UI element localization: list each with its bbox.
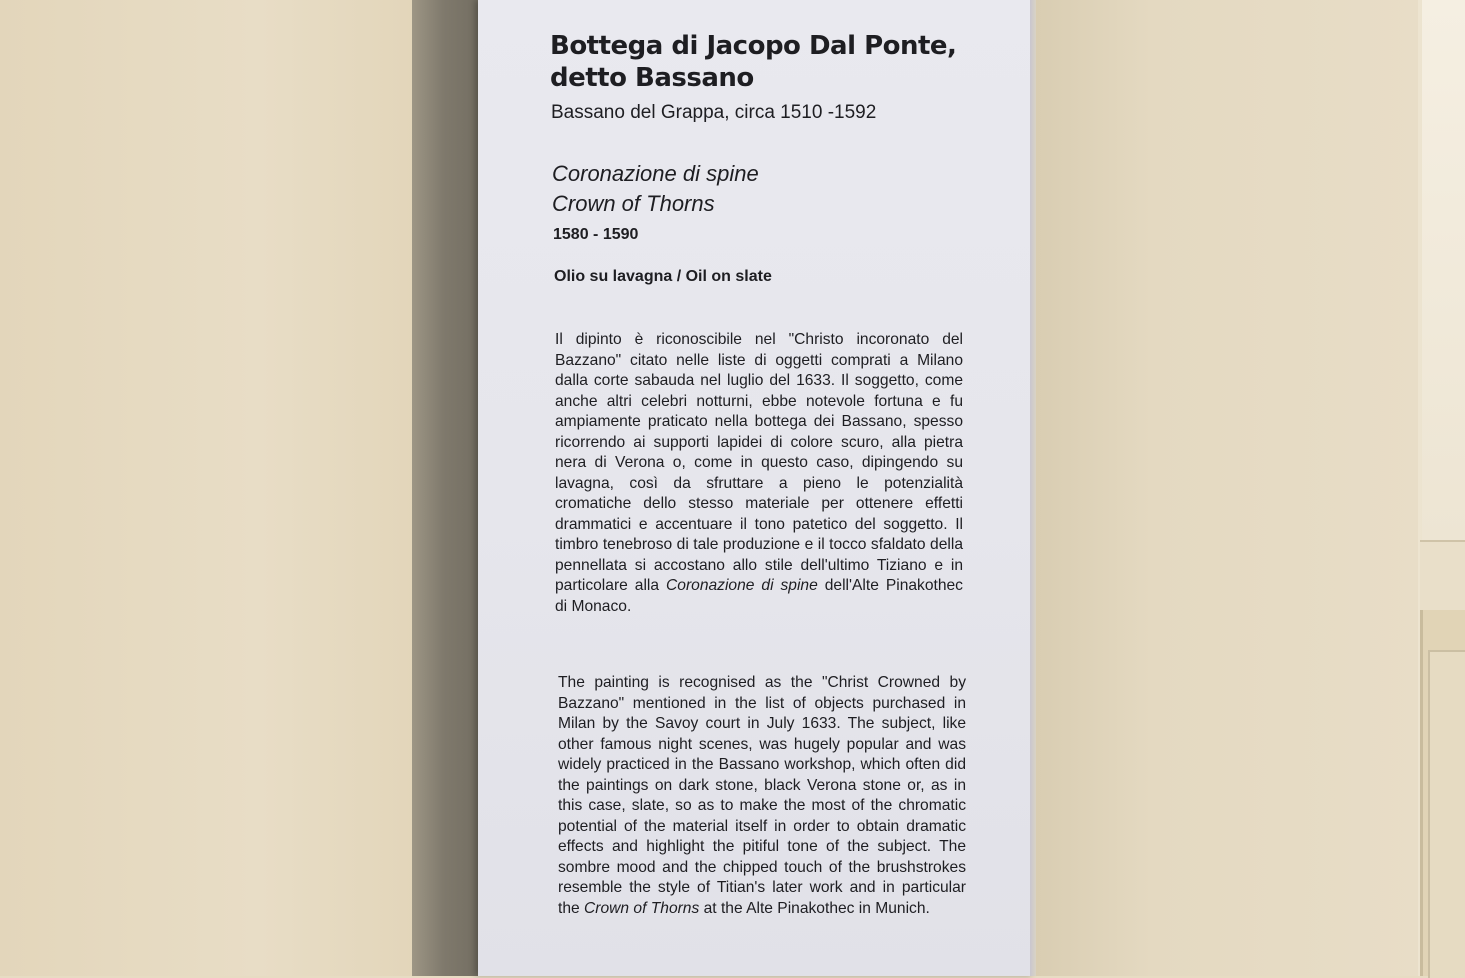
description-italian-text: Il dipinto è riconoscibile nel "Christo incoronato del Bazzano" citato nelle liste di oggetti comprati a Milano dalla corte sabauda nel luglio del 1633. Il soggetto, come anche altri celebri notturni, ebbe notevole fortuna e fu ampiamente praticato nella bottega dei Bassano, spesso ricorrendo ai supporti lapidei di colore scuro, alla pietra nera di Verona o, come in questo caso, dipingendo su lavagna, così da sfruttare a pieno le potenzialità cromatiche dello stesso materiale per ottenere effetti drammatici e accentuare il tono patetico del soggetto. Il timbro tenebroso di tale produzione e il tocco sfaldato della pennellata si accostano allo stile dell'ultimo Tiziano e in particolare alla	[555, 331, 963, 594]
description-italian	[555, 330, 963, 617]
title-italian: Coronazione di spine	[552, 161, 759, 186]
wall-left	[0, 0, 430, 976]
picture-frame-inner	[1428, 650, 1465, 978]
wall-right	[1036, 0, 1420, 976]
pillar-highlight	[1422, 0, 1465, 540]
description-english-title: Crown of Thorns	[584, 899, 700, 917]
artist-name	[550, 30, 990, 94]
artwork-medium: Olio su lavagna / Oil on slate	[554, 268, 772, 285]
artist-name-line1: Bottega di Jacopo Dal Ponte,	[550, 31, 957, 61]
description-italian-title: Coronazione di spine	[666, 577, 818, 594]
picture-frame-top	[1420, 540, 1465, 612]
artist-name-line2: detto Bassano	[550, 63, 754, 93]
description-italian-end: dell'Alte Pinakothec di Monaco.	[555, 577, 963, 615]
artist-life: Bassano del Grappa, circa 1510 -1592	[551, 102, 877, 123]
description-english	[558, 673, 966, 919]
title-english: Crown of Thorns	[552, 191, 715, 216]
description-english-text: The painting is recognised as the "Christ Crowned by Bazzano" mentioned in the list of objects purchased in Milan by the Savoy court in July 1633. The subject, like other famous night scenes, was hugely popular and was widely practiced in the Bassano workshop, which often did the paintings on dark stone, black Verona stone or, as in this case, slate, so as to make the most of the chromatic potential of the material itself in order to obtain dramatic effects and highlight the pitiful tone of the subject. The sombre mood and the chipped touch of the brushstrokes resemble the style of Titian's later work and in particular the	[558, 674, 966, 917]
artwork-dates: 1580 - 1590	[553, 226, 639, 243]
description-english-end: at the Alte Pinakothec in Munich.	[699, 899, 930, 917]
